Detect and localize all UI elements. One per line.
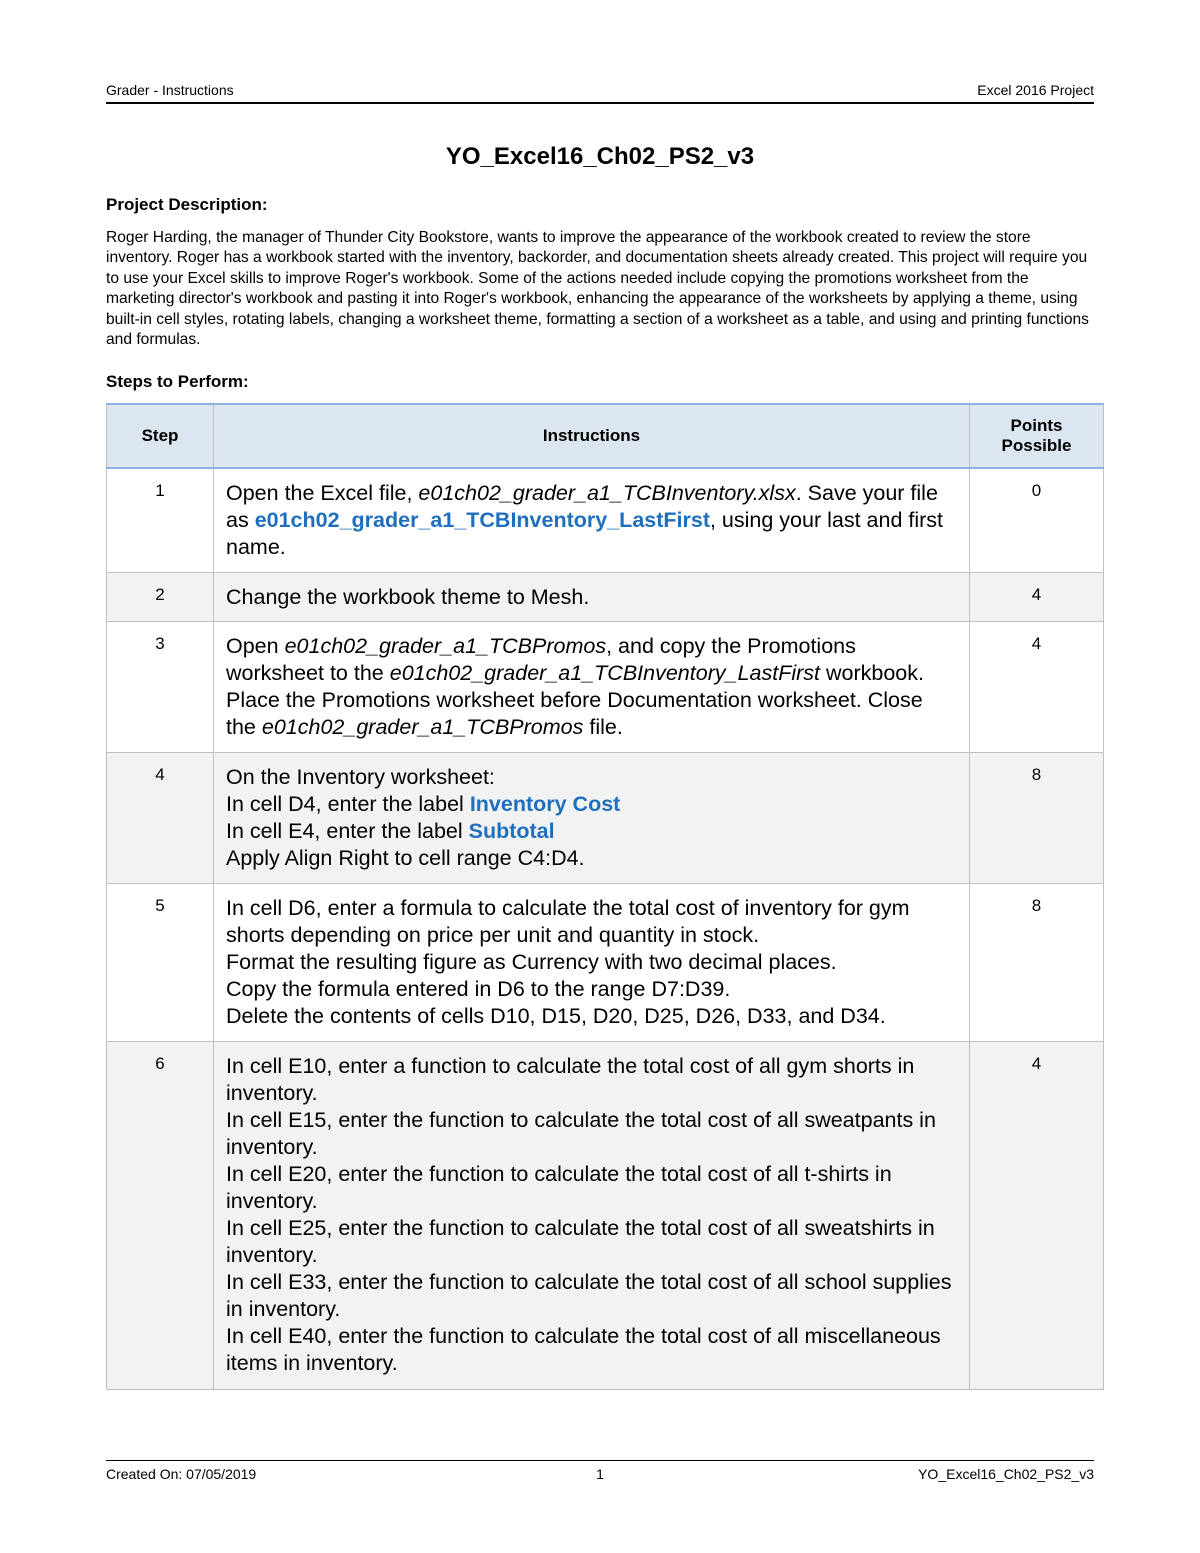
instruction-line: Delete the contents of cells D10, D15, D20, D25, D26, D33, and D34. (226, 1003, 886, 1028)
filename-italic: e01ch02_grader_a1_TCBInventory_LastFirst (389, 660, 820, 685)
step-points: 4 (970, 1041, 1104, 1389)
step-instructions (214, 621, 970, 752)
table-row (107, 572, 1104, 621)
step-instructions (214, 468, 970, 572)
col-header-points (970, 404, 1104, 468)
steps-table (106, 403, 1104, 1390)
instruction-text: . Save your file as (226, 481, 938, 532)
footer-created-on: Created On: 07/05/2019 (106, 1466, 257, 1482)
table-row (107, 1041, 1104, 1389)
instruction-line: On the Inventory worksheet: (226, 764, 495, 789)
header-right-text: Excel 2016 Project (977, 82, 1094, 98)
instruction-text: In cell E4, enter the label (226, 818, 469, 843)
instruction-text: Open the Excel file, (226, 481, 419, 505)
step-number: 3 (107, 621, 214, 752)
filename-italic: e01ch02_grader_a1_TCBInventory.xlsx (418, 481, 796, 505)
label-highlight: Inventory Cost (469, 791, 621, 816)
col-header-step: Step (107, 404, 214, 468)
step-points: 8 (970, 883, 1104, 1041)
step-points: 0 (970, 468, 1104, 572)
table-row (107, 883, 1104, 1041)
step-number: 4 (107, 752, 214, 883)
col-header-instructions: Instructions (214, 404, 970, 468)
footer-rule (106, 1460, 1094, 1461)
step-number: 5 (107, 883, 214, 1041)
instruction-line: In cell E10, enter a function to calculate the total cost of all gym shorts in inventory. (226, 1053, 915, 1105)
table-row (107, 468, 1104, 572)
step-instructions (214, 883, 970, 1041)
step-number: 2 (107, 572, 214, 621)
col-header-points-text: Points Possible (1001, 416, 1072, 455)
footer-doc-id: YO_Excel16_Ch02_PS2_v3 (918, 1466, 1094, 1482)
step-instructions (214, 572, 970, 621)
instruction-line: In cell E20, enter the function to calculate the total cost of all t-shirts in inventory. (226, 1161, 892, 1213)
table-row (107, 752, 1104, 883)
instruction-line: Apply Align Right to cell range C4:D4. (226, 845, 585, 870)
instruction-text: , using your last and first name. (226, 508, 944, 559)
filename-italic: e01ch02_grader_a1_TCBPromos (261, 714, 584, 739)
document-title: YO_Excel16_Ch02_PS2_v3 (445, 143, 755, 170)
instruction-text: workbook. Place the Promotions worksheet before Documentation worksheet. Close the (226, 660, 924, 739)
header-left-text: Grader - Instructions (106, 82, 234, 98)
label-highlight: Subtotal (468, 818, 555, 843)
header-rule (106, 102, 1094, 104)
instruction-line (226, 791, 957, 818)
instruction-text: file. (583, 714, 623, 739)
step-points: 4 (970, 572, 1104, 621)
project-description-heading: Project Description: (106, 195, 268, 214)
instruction-text: , and copy the Promotions worksheet to the (226, 633, 856, 685)
instruction-line: In cell D6, enter a formula to calculate the total cost of inventory for gym shorts depending on price per unit and quantity in stock. (226, 895, 910, 947)
instruction-text: Change the workbook theme to Mesh. (226, 584, 590, 609)
filename-highlight: e01ch02_grader_a1_TCBInventory_LastFirst (254, 508, 710, 532)
footer-page-number: 1 (596, 1466, 604, 1482)
instruction-line: In cell E25, enter the function to calculate the total cost of all sweatshirts in inventory. (226, 1215, 935, 1267)
step-points: 4 (970, 621, 1104, 752)
instruction-line: In cell E33, enter the function to calculate the total cost of all school supplies in inventory. (226, 1269, 952, 1321)
step-instructions (214, 1041, 970, 1389)
step-points: 8 (970, 752, 1104, 883)
instruction-text: In cell D4, enter the label (226, 791, 470, 816)
instruction-line (226, 818, 957, 845)
filename-italic: e01ch02_grader_a1_TCBPromos (284, 633, 607, 658)
instruction-line: Copy the formula entered in D6 to the range D7:D39. (226, 976, 731, 1001)
project-description-text: Roger Harding, the manager of Thunder City Bookstore, wants to improve the appearance of the workbook created to review the store inventory. Roger has a workbook started with the inventory, backorder, and documentation sheets already created. This project will require you to use your Excel skills to improve Roger's workbook. Some of the actions needed include copying the promotions worksheet from the marketing director's workbook and pasting it into Roger's workbook, enhancing the appearance of the worksheets by applying a theme, using built-in cell styles, rotating labels, changing a worksheet theme, formatting a section of a worksheet as a table, and using and printing functions and formulas. (106, 229, 1089, 349)
instruction-line: In cell E40, enter the function to calculate the total cost of all miscellaneous items in inventory. (226, 1323, 941, 1375)
instruction-text: Open (226, 633, 285, 658)
step-number: 6 (107, 1041, 214, 1389)
instruction-line: In cell E15, enter the function to calculate the total cost of all sweatpants in inventory. (226, 1107, 936, 1159)
instruction-line: Format the resulting figure as Currency with two decimal places. (226, 949, 837, 974)
step-instructions (214, 752, 970, 883)
table-row (107, 621, 1104, 752)
step-number: 1 (107, 468, 214, 572)
page-header (106, 82, 1094, 98)
steps-heading: Steps to Perform: (106, 372, 249, 391)
table-header-row (107, 404, 1104, 468)
